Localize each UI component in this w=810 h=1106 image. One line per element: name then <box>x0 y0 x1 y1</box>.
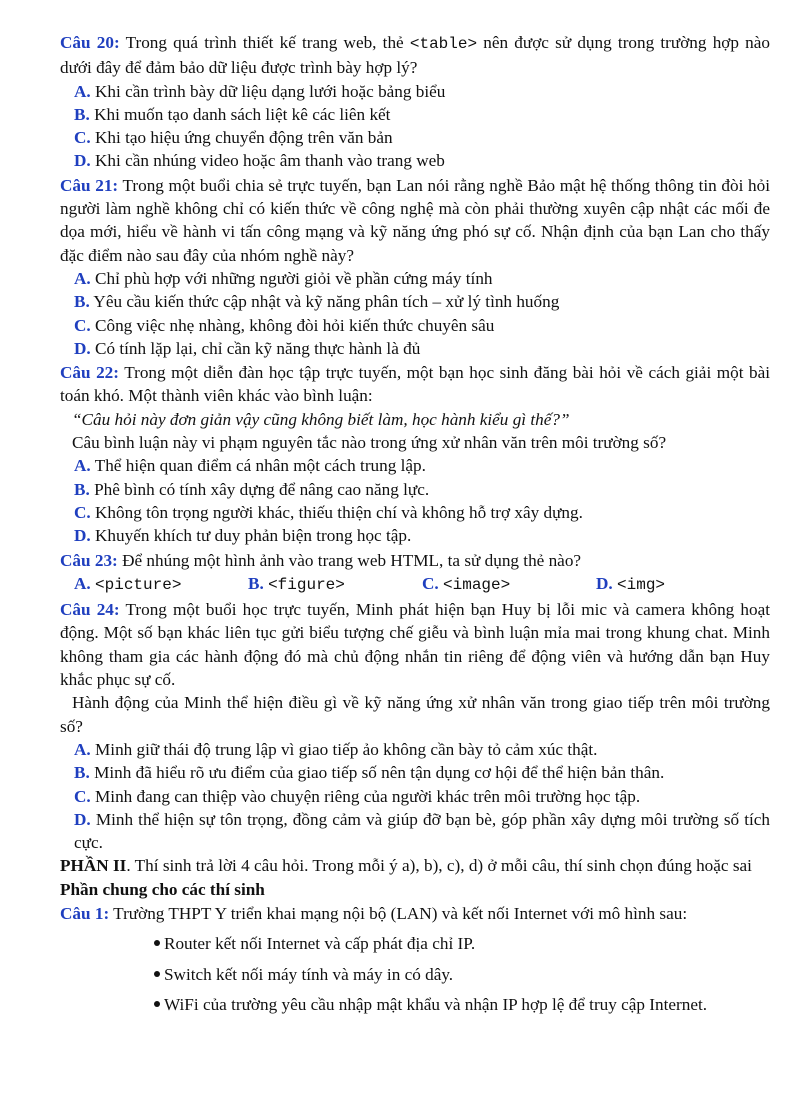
question-label: D. <box>74 809 91 829</box>
text: Công việc nhẹ nhàng, không đòi hỏi kiến thức chuyên sâu <box>90 315 495 335</box>
option <box>60 785 770 808</box>
question-label: C. <box>74 786 91 806</box>
bullet-icon <box>154 1001 160 1007</box>
text: Thể hiện quan điểm cá nhân một cách trung lập. <box>90 456 426 476</box>
question-label: B. <box>74 479 90 499</box>
option <box>60 808 770 855</box>
question-label: C. <box>422 573 439 593</box>
question-label: Câu 24: <box>60 600 120 620</box>
option <box>422 572 596 597</box>
option <box>60 337 770 360</box>
text: Trong quá trình thiết kế trang web, thẻ <box>119 33 410 52</box>
option <box>60 761 770 784</box>
question-label: A. <box>74 739 91 759</box>
part-2-heading <box>60 854 770 877</box>
option <box>596 572 770 597</box>
text: Khi cần trình bày dữ liệu dạng lưới hoặc bảng biểu <box>90 81 446 101</box>
text: <picture> <box>95 575 182 594</box>
question-24 <box>60 598 770 691</box>
question-20 <box>60 31 770 80</box>
question-1 <box>60 902 770 925</box>
text: Minh giữ thái độ trung lập vì giao tiếp ảo không cần bày tỏ cảm xúc thật. <box>90 739 598 759</box>
text: Để nhúng một hình ảnh vào trang web HTML, ta sử dụng thẻ nào? <box>117 550 582 570</box>
question-label: D. <box>596 573 613 593</box>
text: Trong một diễn đàn học tập trực tuyến, một bạn học sinh đăng bài hỏi về cách giải một bài toán khó. Một thành viên khác vào bình luận: <box>60 363 770 406</box>
text: Khi tạo hiệu ứng chuyển động trên văn bản <box>90 128 393 148</box>
question-23 <box>60 549 770 572</box>
bullet-item <box>60 993 770 1016</box>
text: <image> <box>443 575 511 594</box>
question-label: Câu 1: <box>60 903 110 923</box>
question-label: A. <box>74 81 91 101</box>
question-label: A. <box>74 268 91 288</box>
question-label: C. <box>74 315 91 335</box>
text: Khi muốn tạo danh sách liệt kê các liên kết <box>89 104 391 124</box>
bullet-icon <box>154 971 160 977</box>
option <box>60 478 770 501</box>
question-label: C. <box>74 128 91 148</box>
text: Không tôn trọng người khác, thiếu thiện chí và không hỗ trợ xây dựng. <box>90 502 583 522</box>
option <box>60 80 770 103</box>
quote: “Câu hỏi này đơn giản vậy cũng không biết làm, học hành kiểu gì thế?” <box>72 409 570 429</box>
text: PHẦN II <box>60 856 127 876</box>
option <box>60 454 770 477</box>
bullet-item <box>60 932 770 955</box>
text: <table> <box>409 35 478 53</box>
text: Trong một buổi chia sẻ trực tuyến, bạn Lan nói rằng nghề Bảo mật hệ thống thông tin đòi hỏi người làm nghề không chỉ có kiến thức về công nghệ mà còn phải thường xuyên cập nhật các mối đe dọa mới, hiểu về hành vi tấn công mạng và kỹ năng ứng phó sự cố. Nhận định của bạn Lan cho thấy đặc điểm nào sau đây của nhóm nghề này? <box>60 175 770 265</box>
bullet-icon <box>154 940 160 946</box>
section-heading: Phần chung cho các thí sinh <box>60 879 265 899</box>
question-label: B. <box>74 292 90 312</box>
text: Minh đã hiểu rõ ưu điểm của giao tiếp số nên tận dụng cơ hội để thể hiện bản thân. <box>89 763 665 783</box>
question-label: A. <box>74 573 91 593</box>
text: Trong một buổi học trực tuyến, Minh phát hiện bạn Huy bị lỗi mic và camera không hoạt động. Một số bạn khác liên tục gửi biểu tượng chế giễu và bình luận mỉa mai trong khung chat. Minh không tham gia các hành động đó mà chủ động nhắn tin riêng để động viên và hướng dẫn bạn Huy khắc phục sự cố. <box>60 600 770 690</box>
text: Minh thể hiện sự tôn trọng, đồng cảm và giúp đỡ bạn bè, góp phần xây dựng môi trường số tích cực. <box>74 809 770 853</box>
bullet-item <box>60 963 770 986</box>
text: Khi cần nhúng video hoặc âm thanh vào trang web <box>90 151 445 171</box>
text: Chỉ phù hợp với những người giỏi về phần cứng máy tính <box>90 268 493 288</box>
option <box>60 103 770 126</box>
question-21 <box>60 174 770 267</box>
option <box>248 572 422 597</box>
question-prompt: Câu bình luận này vi phạm nguyên tắc nào trong ứng xử nhân văn trên môi trường số? <box>72 433 667 453</box>
text: Khuyến khích tư duy phản biện trong học tập. <box>90 526 412 546</box>
text: Switch kết nối máy tính và máy in có dây. <box>164 964 454 984</box>
question-label: A. <box>74 456 91 476</box>
text: nên được sử dụng trong trường hợp nào dưới đây để đảm bảo dữ liệu được trình bày hợp lý? <box>60 33 770 78</box>
question-22 <box>60 361 770 408</box>
question-label: D. <box>74 151 91 171</box>
text: Phê bình có tính xây dựng để nâng cao năng lực. <box>89 479 430 499</box>
text: Yêu cầu kiến thức cập nhật và kỹ năng phân tích – xử lý tình huống <box>89 292 560 312</box>
text: Trường THPT Y triển khai mạng nội bộ (LAN) và kết nối Internet với mô hình sau: <box>109 903 688 923</box>
options-row <box>60 572 770 597</box>
option <box>60 314 770 337</box>
text: <img> <box>617 575 666 594</box>
option <box>60 524 770 547</box>
text: Router kết nối Internet và cấp phát địa chỉ IP. <box>164 934 476 954</box>
question-label: D. <box>74 338 91 358</box>
text: <figure> <box>268 575 345 594</box>
question-label: B. <box>248 573 264 593</box>
option <box>60 267 770 290</box>
option <box>60 126 770 149</box>
question-label: B. <box>74 763 90 783</box>
question-label: Câu 23: <box>60 550 118 570</box>
text: Có tính lặp lại, chỉ cần kỹ năng thực hành là đủ <box>90 338 421 358</box>
question-label: B. <box>74 104 90 124</box>
option <box>60 501 770 524</box>
option <box>74 572 248 597</box>
question-label: Câu 22: <box>60 363 119 383</box>
exam-page <box>60 30 770 1016</box>
question-label: D. <box>74 526 91 546</box>
question-label: Câu 21: <box>60 175 119 195</box>
option <box>60 149 770 172</box>
text: . Thí sinh trả lời 4 câu hỏi. Trong mỗi ý a), b), c), d) ở mỗi câu, thí sinh chọn đúng hoặc sai <box>126 856 752 876</box>
question-prompt: Hành động của Minh thể hiện điều gì về kỹ năng ứng xử nhân văn trong giao tiếp trên môi trường số? <box>60 693 770 736</box>
question-label: C. <box>74 502 91 522</box>
text: WiFi của trường yêu cầu nhập mật khẩu và nhận IP hợp lệ để truy cập Internet. <box>164 994 708 1014</box>
question-label: Câu 20: <box>60 33 120 52</box>
option <box>60 290 770 313</box>
option <box>60 738 770 761</box>
text: Minh đang can thiệp vào chuyện riêng của người khác trên môi trường học tập. <box>90 786 641 806</box>
